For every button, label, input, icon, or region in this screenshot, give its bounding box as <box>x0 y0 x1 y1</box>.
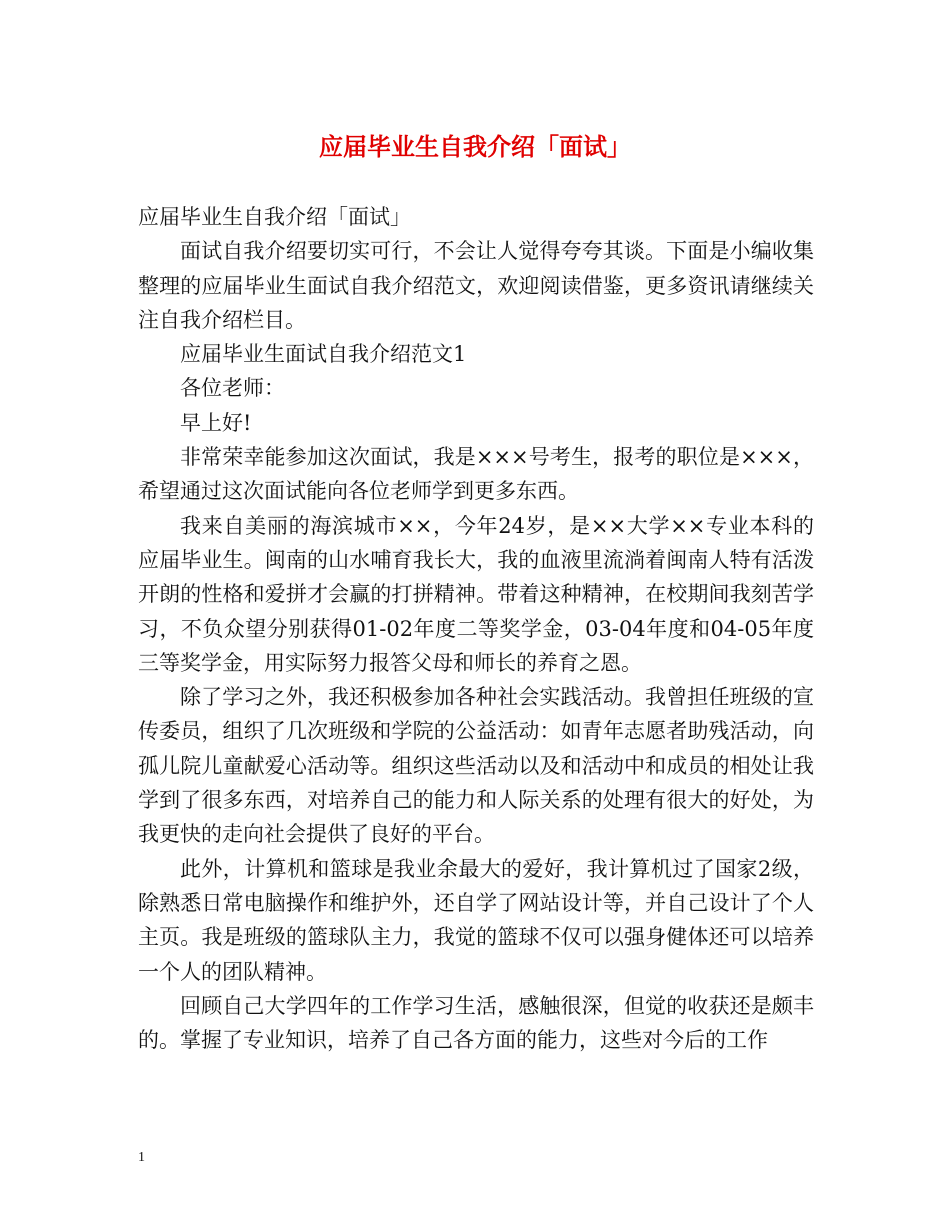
paragraph-activities: 除了学习之外，我还积极参加各种社会实践活动。我曾担任班级的宣传委员，组织了几次班级和学院的公益活动：如青年志愿者助残活动，向孤儿院儿童献爱心活动等。组织这些活动以及和活动中和成员的相处让我学到了很多东西，对培养自己的能力和人际关系的处理有很大的好处，为我更快的走向社会提供了良好的平台。 <box>138 685 814 847</box>
document-title: 应届毕业生自我介绍「面试」 <box>319 132 631 161</box>
paragraph-salutation: 各位老师： <box>180 376 285 401</box>
document-subtitle: 应届毕业生自我介绍「面试」 <box>138 205 411 229</box>
paragraph-background: 我来自美丽的海滨城市××，今年24岁，是××大学××专业本科的应届毕业生。闽南的山水哺育我长大，我的血液里流淌着闽南人特有活泼开朗的性格和爱拼才会赢的打拼精神。带着这种精神，在校期间我刻苦学习，不负众望分别获得01-02年度二等奖学金，03-04年度和04-05年度三等奖学金，用实际努力报答父母和师长的养育之恩。 <box>138 513 814 675</box>
paragraph-opening: 非常荣幸能参加这次面试，我是×××号考生，报考的职位是×××，希望通过这次面试能向各位老师学到更多东西。 <box>138 445 814 504</box>
page-number: 1 <box>138 1150 145 1165</box>
paragraph-intro: 面试自我介绍要切实可行，不会让人觉得夸夸其谈。下面是小编收集整理的应届毕业生面试自我介绍范文，欢迎阅读借鉴，更多资讯请继续关注自我介绍栏目。 <box>138 239 814 332</box>
paragraph-review: 回顾自己大学四年的工作学习生活，感触很深，但觉的收获还是颇丰的。掌握了专业知识，培养了自己各方面的能力，这些对今后的工作 <box>138 993 814 1053</box>
document-body <box>138 200 814 1057</box>
paragraph-greeting: 早上好! <box>180 410 252 435</box>
paragraph-hobbies: 此外，计算机和篮球是我业余最大的爱好，我计算机过了国家2级，除熟悉日常电脑操作和维护外，还自学了网站设计等，并自己设计了个人主页。我是班级的篮球队主力，我觉的篮球不仅可以强身健体还可以培养一个人的团队精神。 <box>138 856 814 984</box>
section-heading: 应届毕业生面试自我介绍范文1 <box>180 342 467 367</box>
